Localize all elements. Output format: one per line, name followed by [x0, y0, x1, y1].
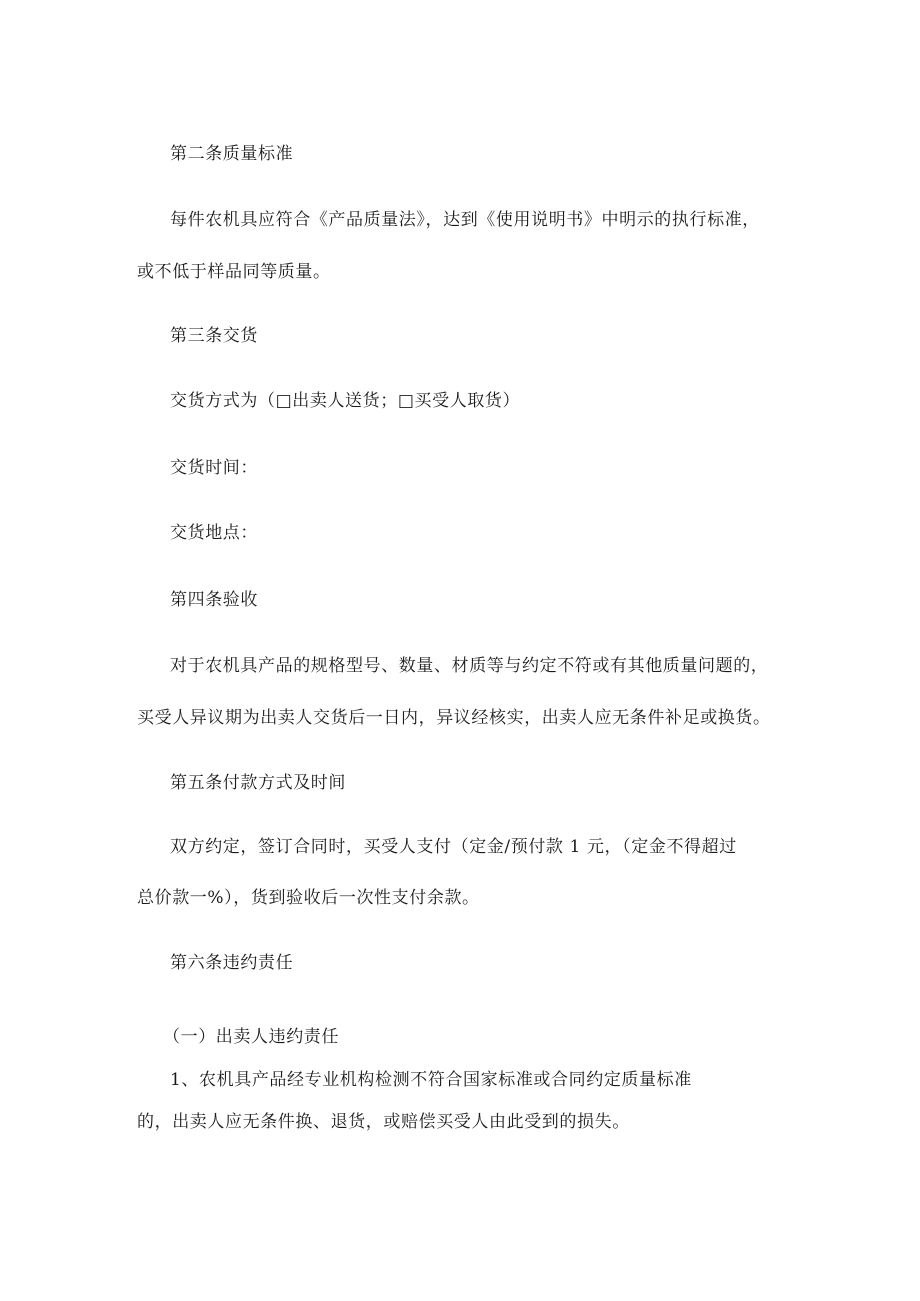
- article6-heading: 第六条违约责任: [170, 953, 294, 973]
- article5-heading: 第五条付款方式及时间: [170, 773, 346, 793]
- clause1-line2: 的，出卖人应无条件换、退货，或赔偿买受人由此受到的损失。: [137, 1112, 630, 1132]
- article5-paragraph-line1: 双方约定，签订合同时，买受人支付（定金/预付款 1 元，（定金不得超过: [170, 837, 737, 857]
- article2-paragraph-line1: 每件农机具应符合《产品质量法》，达到《使用说明书》中明示的执行标准，: [170, 210, 760, 230]
- article5-paragraph-line2: 总价款一%），货到验收后一次性支付余款。: [137, 888, 480, 908]
- delivery-place: 交货地点：: [170, 523, 258, 543]
- article3-heading: 第三条交货: [170, 326, 258, 346]
- delivery-method: 交货方式为（□出卖人送货；□买受人取货）: [170, 391, 521, 411]
- article4-paragraph-line2: 买受人异议期为出卖人交货后一日内，异议经核实，出卖人应无条件补足或换货。: [137, 708, 771, 728]
- article4-heading: 第四条验收: [170, 590, 258, 610]
- delivery-time: 交货时间：: [170, 458, 258, 478]
- article2-paragraph-line2: 或不低于样品同等质量。: [137, 262, 331, 282]
- article2-heading: 第二条质量标准: [170, 144, 294, 164]
- clause1-line1: 1、农机具产品经专业机构检测不符合国家标准或合同约定质量标准: [170, 1070, 692, 1090]
- article4-paragraph-line1: 对于农机具产品的规格型号、数量、材质等与约定不符或有其他质量问题的，: [170, 656, 769, 676]
- seller-liability-heading: （一）出卖人违约责任: [163, 1027, 339, 1047]
